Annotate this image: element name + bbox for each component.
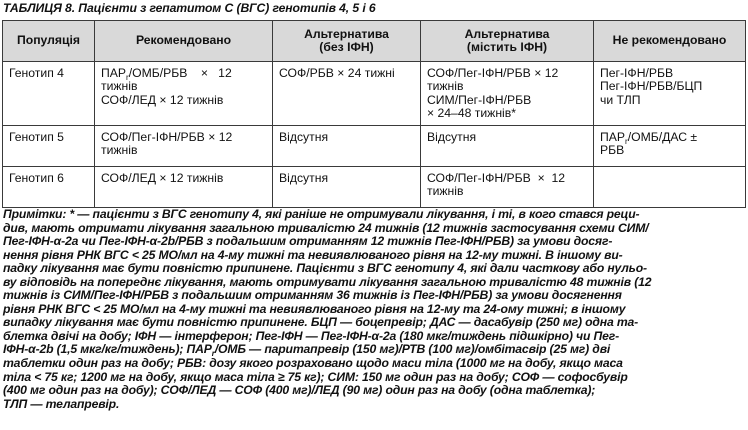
subscript: r <box>126 73 129 82</box>
header-population-label: Популяція <box>16 33 81 48</box>
cell-recommended <box>95 167 273 208</box>
header-alt-ifn-line1: Альтернатива <box>464 26 550 41</box>
cell-not-recommended <box>594 126 746 167</box>
note-line: таблетки один раз на добу; РБВ: дозу якого розраховано щодо маси тіла (1000 мг на добу, якщо маса <box>3 356 623 371</box>
note-line: (400 мг один раз на добу); СОФ/ЛЕД — СОФ (400 мг)/ЛЕД (90 мг) один раз на добу (одна таблетка); <box>3 383 596 398</box>
cell-population: Генотип 5 <box>3 126 95 167</box>
cell-line: чи ТЛП <box>600 92 641 107</box>
table-row <box>3 62 746 126</box>
header-not-recommended-label: Не рекомендовано <box>612 33 727 48</box>
header-not-recommended <box>594 21 746 62</box>
note-line: ІФН-α-2b (1,5 мкг/кг/тиждень); $ПАР_r$/ОМБ — паритапревір (150 мг)/РТВ (100 мг)/омбітасвір (25 мг) дві <box>3 342 611 359</box>
note-line: Примітки: * — пацієнти з ВГС генотипу 4, які раніше не отримували лікування, і ті, в кого стався реци- <box>3 207 640 221</box>
subscript: r <box>211 349 215 359</box>
table-notes <box>3 208 745 411</box>
cell-line: Відсутня <box>427 130 477 144</box>
cell-line: СОФ/ЛЕД × 12 тижнів <box>101 92 224 107</box>
cell-line <box>101 67 266 80</box>
cell-line: СИМ/Пег-ІФН/РБВ <box>427 92 532 107</box>
note-line: тижнів із СИМ/Пег-ІФН/РБВ з подальшим отриманням 36 тижнів із Пег-ІФН/РБВ) за умови досягнення <box>3 288 622 303</box>
drug-name: ПАР <box>600 130 626 144</box>
cell-recommended <box>95 126 273 167</box>
subscript: r <box>625 137 628 146</box>
header-alt-no-ifn-line1: Альтернатива <box>304 26 389 41</box>
note-line: див, мають отримати лікування загальною тривалістю 24 тижнів (12 тижнів застосування схеми СИМ/ <box>3 220 649 235</box>
cell-line: × 24–48 тижнів* <box>427 106 516 121</box>
header-alt-no-ifn-line2: (без ІФН) <box>319 40 374 54</box>
cell-line: СОФ/ЛЕД × 12 тижнів <box>101 171 224 185</box>
drug-name: /ОМБ/РБВ × 12 <box>128 66 232 80</box>
cell-not-recommended <box>594 62 746 126</box>
note-line: рівня РНК ВГС < 25 МО/мл на 4-му тижні та невиявлюваного рівня на 12-му та 24-ому тижні; в іншому <box>3 301 626 316</box>
drug-name: /ОМБ/ДАС ± <box>627 130 698 144</box>
table-header-row <box>3 21 746 62</box>
cell-recommended <box>95 62 273 126</box>
table-row <box>3 167 746 208</box>
cell-alt-ifn <box>421 167 594 208</box>
cell-alt-no-ifn: Відсутня <box>273 126 421 167</box>
cell-line: тижнів <box>101 79 138 94</box>
note-line: тіла < 75 кг; 1200 мг на добу, якщо маса тіла ≥ 75 кг); СИМ: 150 мг один раз на добу; СОФ — софосбувір <box>3 369 628 384</box>
header-recommended-label: Рекомендовано <box>135 33 232 48</box>
cell-line: тижнів <box>427 184 464 199</box>
cell-population: Генотип 4 <box>3 62 95 126</box>
cell-line: СОФ/Пег-ІФН/РБВ × 12 <box>427 171 566 185</box>
header-population <box>3 21 95 62</box>
header-alt-no-ifn <box>273 21 421 62</box>
cell-line: РБВ <box>600 143 625 158</box>
note-line: ву відповідь на попереднє лікування, мають отримувати лікування загальною тривалістю 48 тижнів (12 <box>3 274 652 289</box>
table-caption: ТАБЛИЦЯ 8. Пацієнти з гепатитом С (ВГС) генотипів 4, 5 і 6 <box>3 1 376 15</box>
cell-line: Пег-ІФН/РБВ/БЦП <box>600 79 703 94</box>
cell-line: тижнів <box>427 79 464 94</box>
table-row <box>3 126 746 167</box>
header-alt-ifn <box>421 21 594 62</box>
cell-line: тижнів <box>101 143 138 158</box>
note-line: ТЛП — телапревір. <box>3 396 120 411</box>
drug-name: ПАР <box>101 66 127 80</box>
cell-population: Генотип 6 <box>3 167 95 208</box>
header-recommended <box>95 21 273 62</box>
cell-line: СОФ/Пег-ІФН/РБВ × 12 <box>427 66 559 80</box>
genotype-table <box>2 20 746 208</box>
cell-line <box>600 131 739 144</box>
note-line: падку лікування має бути повністю припинене. Пацієнти з ВГС генотипу 4, які дали часткову або нульо- <box>3 261 647 276</box>
cell-line: СОФ/Пег-ІФН/РБВ × 12 <box>101 130 233 144</box>
cell-alt-no-ifn: СОФ/РБВ × 24 тижні <box>273 62 421 126</box>
cell-alt-ifn <box>421 62 594 126</box>
cell-alt-no-ifn: Відсутня <box>273 167 421 208</box>
header-alt-ifn-line2: (містить ІФН) <box>466 40 548 54</box>
cell-not-recommended <box>594 167 746 208</box>
note-line: нення рівня РНК ВГС < 25 МО/мл на 4-му тижні та невиявлюваного рівня на 12-му тижні. В іншому ви- <box>3 247 623 262</box>
note-line: Пег-ІФН-α-2а чи Пег-ІФН-α-2b/РБВ з подальшим отриманням 12 тижнів Пег-ІФН/РБВ) за умови досяг- <box>3 234 613 249</box>
cell-alt-ifn <box>421 126 594 167</box>
note-line: випадку лікування має бути повністю припинене. БЦП — боцепревір; ДАС — дасабувір (250 мг) одна та- <box>3 315 639 330</box>
note-line: блетка двічі на добу; ІФН — інтерферон; Пег-ІФН — Пег-ІФН-α-2а (180 мкг/тиждень підшкірно) чи Пег- <box>3 328 620 343</box>
cell-line: Пег-ІФН/РБВ <box>600 66 674 80</box>
